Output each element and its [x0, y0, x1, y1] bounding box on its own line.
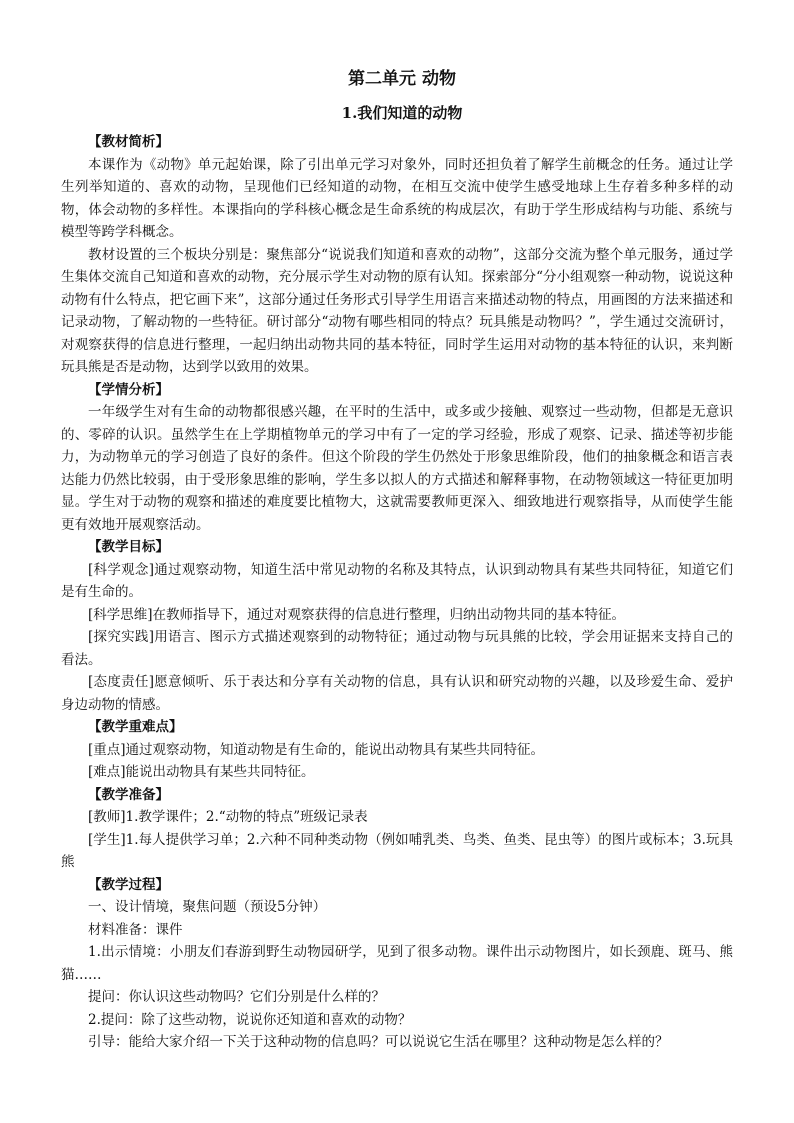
section-heading: 【教学目标】	[88, 539, 169, 555]
paragraph: [科学观念]通过观察动物，知道生活中常见动物的名称及其特点，认识到动物具有某些共同特征，知道它们是有生命的。	[61, 561, 733, 600]
paragraph: 一、设计情境，聚焦问题（预设5分钟）	[88, 899, 327, 915]
paragraph: [重点]通过观察动物，知道动物是有生命的，能说出动物具有某些共同特征。	[88, 741, 545, 758]
paragraph: [态度责任]愿意倾听、乐于表达和分享有关动物的信息，具有认识和研究动物的兴趣，以及珍爱生命、爱护身边动物的情感。	[61, 674, 733, 713]
paragraph: 本课作为《动物》单元起始课，除了引出单元学习对象外，同时还担负着了解学生前概念的任务。通过让学生列举知道的、喜欢的动物，呈现他们已经知道的动物，在相互交流中使学生感受地球上生存着多种多样的动物，体会动物的多样性。本课指向的学科核心概念是生命系统的构成层次，有助于学生形成结构与功能、系统与模型等跨学科概念。	[61, 156, 733, 240]
paragraph: [探究实践]用语言、图示方式描述观察到的动物特征；通过动物与玩具熊的比较，学会用证据来支持自己的看法。	[61, 629, 733, 668]
paragraph: [教师]1.教学课件；2.“动物的特点”班级记录表	[88, 809, 368, 825]
paragraph: [难点]能说出动物具有某些共同特征。	[88, 764, 315, 780]
section-heading: 【教学重难点】	[88, 719, 183, 735]
unit-title: 第二单元 动物	[348, 69, 456, 89]
paragraph: 一年级学生对有生命的动物都很感兴趣，在平时的生活中，或多或少接触、观察过一些动物，但都是无意识的、零碎的认识。虽然学生在上学期植物单元的学习中有了一定的学习经验，形成了观察、记录、描述等初步能力，为动物单元的学习创造了良好的条件。但这个阶段的学生仍然处于形象思维阶段，他们的抽象概念和语言表达能力仍然比较弱，由于受形象思维的影响，学生多以拟人的方式描述和解释事物，在动物领域这一特征更加明显。学生对于动物的观察和描述的难度要比植物大，这就需要教师更深入、细致地进行观察指导，从而使学生能更有效地开展观察活动。	[61, 404, 733, 533]
paragraph: 教材设置的三个板块分别是：聚焦部分“说说我们知道和喜欢的动物”，这部分交流为整个单元服务，通过学生集体交流自己知道和喜欢的动物，充分展示学生对动物的原有认知。探索部分“分小组观察一种动物，说说这种动物有什么特点，把它画下来”，这部分通过任务形式引导学生用语言来描述动物的特点，用画图的方法来描述和记录动物，了解动物的一些特征。研讨部分“动物有哪些相同的特点？玩具熊是动物吗？”，学生通过交流研讨，对观察获得的信息进行整理，一起归纳出动物共同的基本特征，同时学生运用对动物的基本特征的认识，来判断玩具熊是否是动物，达到学以致用的效果。	[61, 246, 733, 375]
paragraph: [科学思维]在教师指导下，通过对观察获得的信息进行整理，归纳出动物共同的基本特征。	[88, 606, 626, 623]
lesson-title: 1.我们知道的动物	[341, 104, 463, 122]
document-page	[61, 64, 733, 1054]
document-body	[61, 131, 733, 1054]
paragraph: 材料准备：课件	[88, 921, 183, 938]
section-heading: 【教学准备】	[88, 786, 169, 803]
paragraph: 1.出示情境：小朋友们春游到野生动物园研学，见到了很多动物。课件出示动物图片，如长颈鹿、斑马、熊猫……	[61, 944, 733, 983]
paragraph: 提问：你认识这些动物吗？它们分别是什么样的？	[88, 989, 385, 1005]
section-heading: 【教学过程】	[88, 876, 169, 893]
paragraph: 引导：能给大家介绍一下关于这种动物的信息吗？可以说说它生活在哪里？这种动物是怎么样的？	[88, 1034, 669, 1050]
section-heading: 【教材简析】	[88, 134, 169, 150]
paragraph: 2.提问：除了这些动物，说说你还知道和喜欢的动物？	[88, 1011, 412, 1028]
section-heading: 【学情分析】	[88, 381, 169, 398]
paragraph: [学生]1.每人提供学习单；2.六种不同种类动物（例如哺乳类、鸟类、鱼类、昆虫等）的图片或标本；3.玩具熊	[61, 831, 733, 870]
